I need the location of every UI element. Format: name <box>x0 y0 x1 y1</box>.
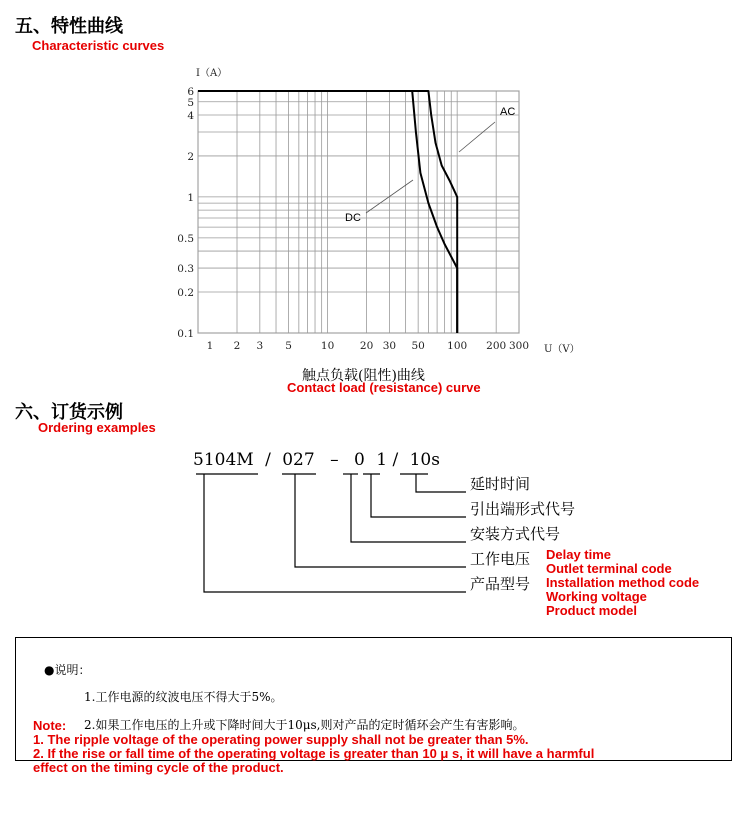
x-tick-label: 300 <box>508 340 530 352</box>
section5-title: 五、特性曲线 <box>15 16 123 37</box>
y-tick-label: 0.1 <box>177 328 194 340</box>
y-tick-label: 0.2 <box>177 287 194 300</box>
note-item-2-en-line1: 2. If the rise or fall time of the operating voltage is greater than 10 μ s, it will have a harmful <box>33 746 595 761</box>
label-working-voltage: 工作电压 <box>470 550 531 568</box>
section5-title-en: Characteristic curves <box>32 38 165 53</box>
y-tick-label: 0.3 <box>177 263 194 276</box>
x-tick-label: 100 <box>447 340 468 352</box>
x-tick-label: 1 <box>206 340 214 352</box>
x-tick-label: 30 <box>382 340 397 352</box>
note-item-2-cn: 2.如果工作电压的上升或下降时间大于10μs,则对产品的定时循环会产生有害影响。 <box>84 718 525 732</box>
label-working-voltage-en: Working voltage <box>546 589 647 604</box>
x-tick-label: 200 <box>486 340 507 352</box>
x-tick-label: 10 <box>320 340 335 352</box>
y-tick-label: 4 <box>187 109 194 122</box>
x-tick-label: 50 <box>411 340 425 352</box>
notes-heading: ●说明： <box>44 663 91 677</box>
label-install-code: 安装方式代号 <box>470 525 561 543</box>
section6-title-en: Ordering examples <box>38 420 156 435</box>
code-slash-1: / <box>265 450 271 470</box>
y-tick-label: 1 <box>187 191 194 204</box>
x-axis-label: U（V） <box>544 344 580 355</box>
label-install-code-en: Installation method code <box>546 575 700 590</box>
note-label-en: Note: <box>33 718 67 733</box>
label-delay-time-en: Delay time <box>546 547 612 562</box>
code-voltage: 027 <box>282 450 315 470</box>
x-tick-label: 20 <box>359 340 374 352</box>
note-item-1-en: 1. The ripple voltage of the operating power supply shall not be greater than 5%. <box>33 732 529 747</box>
code-slash-2: / <box>392 450 399 470</box>
label-delay-time: 延时时间 <box>470 475 531 493</box>
y-tick-label: 6 <box>187 86 194 98</box>
annotation-dc: DC <box>345 212 361 224</box>
x-tick-label: 3 <box>256 340 264 352</box>
y-tick-label: 2 <box>187 150 194 163</box>
x-tick-label: 2 <box>233 340 241 352</box>
code-install: 0 <box>353 450 365 470</box>
label-product-model: 产品型号 <box>470 575 531 593</box>
y-tick-label: 0.5 <box>177 232 194 245</box>
annotation-ac: AC <box>500 106 516 118</box>
section6-title: 六、订货示例 <box>15 402 123 423</box>
code-delay: 10s <box>409 450 440 470</box>
chart-caption-en: Contact load (resistance) curve <box>287 380 481 395</box>
y-axis-label: I（A） <box>196 68 228 79</box>
chart-caption: 触点负载(阻性)曲线 <box>302 368 425 384</box>
label-terminal-code: 引出端形式代号 <box>470 500 576 518</box>
note-item-2-en-line2: effect on the timing cycle of the product. <box>33 760 284 775</box>
note-item-1-cn: 1.工作电源的纹波电压不得大于5%。 <box>84 690 283 704</box>
code-terminal: 1 <box>376 450 388 470</box>
y-tick-label: 5 <box>187 96 194 109</box>
code-model: 5104M <box>193 450 254 470</box>
label-terminal-code-en: Outlet terminal code <box>546 561 672 576</box>
code-dash: – <box>330 450 339 470</box>
label-product-model-en: Product model <box>546 603 638 618</box>
x-tick-label: 5 <box>285 340 292 352</box>
